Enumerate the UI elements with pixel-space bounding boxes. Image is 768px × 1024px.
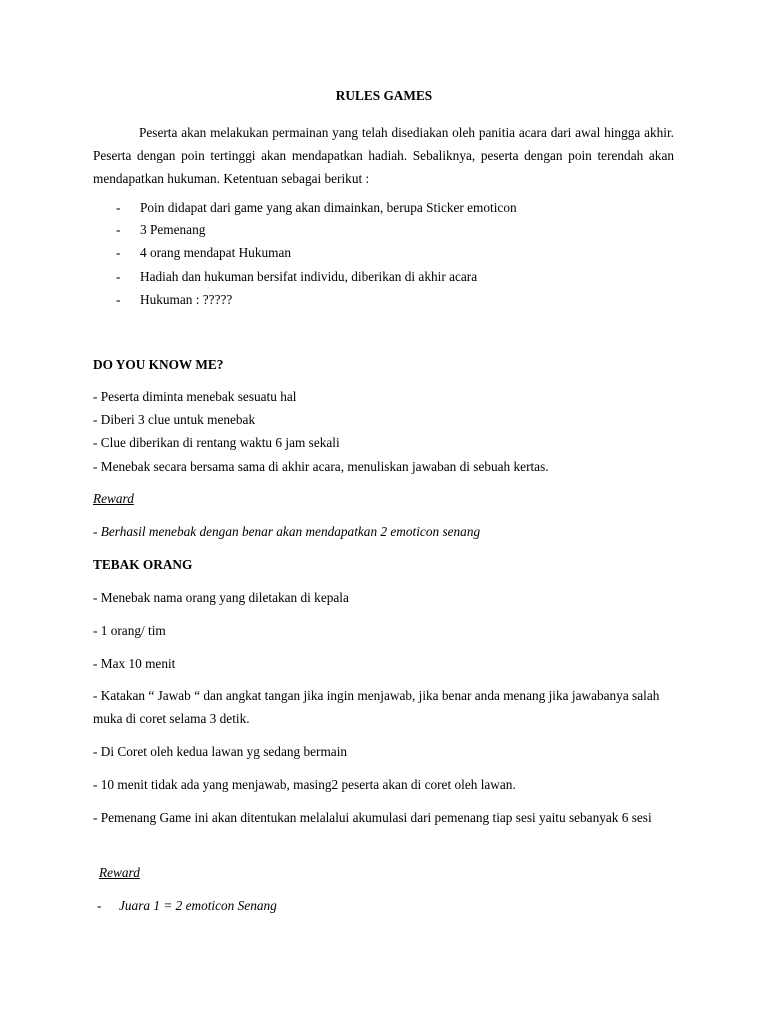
- game2-reward-item: Juara 1 = 2 emoticon Senang: [119, 898, 277, 913]
- game2-heading: TEBAK ORANG: [93, 557, 193, 572]
- game1-line: - Diberi 3 clue untuk menebak: [93, 412, 256, 427]
- game2-line: - Menebak nama orang yang diletakan di kepala: [93, 590, 349, 605]
- game1-heading: DO YOU KNOW ME?: [93, 357, 224, 372]
- game1-line: - Peserta diminta menebak sesuatu hal: [93, 389, 297, 404]
- rule-item: Hukuman : ?????: [140, 292, 233, 307]
- game1-reward-label: Reward: [93, 491, 134, 506]
- rule-item: Hadiah dan hukuman bersifat individu, diberikan di akhir acara: [140, 269, 478, 284]
- bullet-dash: -: [116, 200, 121, 215]
- bullet-dash: -: [116, 245, 121, 260]
- bullet-dash: -: [116, 222, 121, 237]
- game2-line: - Pemenang Game ini akan ditentukan melalalui akumulasi dari pemenang tiap sesi yaitu sebanyak 6 sesi: [93, 810, 652, 825]
- game2-line: - Max 10 menit: [93, 656, 176, 671]
- game2-reward-label: Reward: [99, 865, 140, 880]
- document-title: RULES GAMES: [335, 88, 433, 103]
- game2-line: - Katakan “ Jawab “ dan angkat tangan jika ingin menjawab, jika benar anda menang jika jawabanya salah muka di coret selama 3 detik.: [93, 688, 660, 726]
- game2-line: - 1 orang/ tim: [93, 623, 166, 638]
- rule-item: 3 Pemenang: [140, 222, 206, 237]
- game1-line: - Clue diberikan di rentang waktu 6 jam sekali: [93, 435, 340, 450]
- game2-line: - Di Coret oleh kedua lawan yg sedang bermain: [93, 744, 348, 759]
- intro-text: Peserta akan melakukan permainan yang telah disediakan oleh panitia acara dari awal hingga akhir. Peserta dengan poin tertinggi akan mendapatkan hadiah. Sebaliknya, peserta dengan poin terendah akan mendapatkan hukuman. Ketentuan sebagai berikut :: [93, 125, 674, 187]
- rule-item: 4 orang mendapat Hukuman: [140, 245, 292, 260]
- intro-paragraph: [93, 121, 674, 191]
- rule-item: Poin didapat dari game yang akan dimainkan, berupa Sticker emoticon: [140, 200, 517, 215]
- game1-reward-text: - Berhasil menebak dengan benar akan mendapatkan 2 emoticon senang: [93, 524, 481, 539]
- game2-line: - 10 menit tidak ada yang menjawab, masing2 peserta akan di coret oleh lawan.: [93, 777, 516, 792]
- bullet-dash: -: [116, 269, 121, 284]
- bullet-dash: -: [116, 292, 121, 307]
- game2-reward-dash: -: [97, 898, 102, 913]
- game1-line: - Menebak secara bersama sama di akhir acara, menuliskan jawaban di sebuah kertas.: [93, 459, 549, 474]
